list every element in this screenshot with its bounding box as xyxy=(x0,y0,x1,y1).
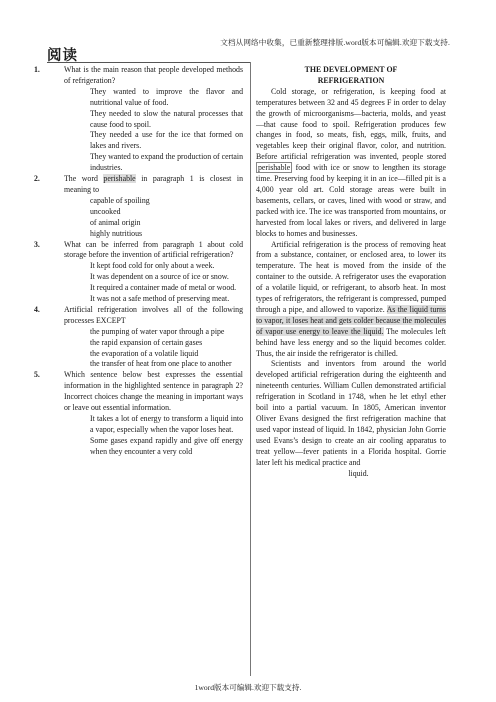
paragraph-end: liquid. xyxy=(348,468,369,478)
article-title-line2: REFRIGERATION xyxy=(317,75,385,85)
question-number: 5. xyxy=(34,370,40,380)
answer-option[interactable]: the rapid expansion of certain gases xyxy=(90,337,203,347)
question-text: Artificial refrigeration involves all of the following processes EXCEPT xyxy=(64,304,243,325)
answer-option[interactable]: They needed to slow the natural processes that cause food to spoil. xyxy=(90,108,243,129)
answer-option[interactable]: the transfer of heat from one place to another xyxy=(90,359,232,369)
question-2 xyxy=(34,174,243,196)
answer-option[interactable]: It takes a lot of energy to transform a liquid into a vapor, especially when the vapor loses heat. xyxy=(90,414,243,434)
question-number: 1. xyxy=(34,65,40,74)
answer-option[interactable]: They wanted to expand the production of certain industries. xyxy=(90,152,243,173)
question-number: 3. xyxy=(34,239,40,249)
question-3 xyxy=(34,240,243,262)
answer-option[interactable]: of animal origin xyxy=(90,217,141,227)
question-1 xyxy=(34,65,243,87)
question-4 xyxy=(34,305,243,327)
question-3-options xyxy=(34,261,243,305)
question-text: What is the main reason that people developed methods of refrigeration? xyxy=(64,65,243,85)
highlighted-sentence: As the liquid turns to vapor, it loses heat and gets colder because the molecules of vapor use energy to leave the liquid. xyxy=(256,304,446,336)
question-2-options xyxy=(34,196,243,240)
answer-option[interactable]: It kept food cold for only about a week. xyxy=(90,261,215,271)
questions-column xyxy=(34,65,243,458)
boxed-keyword: perishable xyxy=(258,163,291,173)
paragraph-2 xyxy=(256,240,446,360)
paragraph-3: Scientists and inventors from around the world developed artificial refrigeration during the eighteenth and nineteenth centuries. William Cullen demonstrated artificial refrigeration in Scotland in 1748, when he let ethyl ether boil into a partial vacuum. In 1805, American inventor Oliver Evans designed the first refrigeration machine that used vapor instead of liquid. In 1842, physician John Gorrie used Evans’s design to create an air cooling apparatus to treat yellow—fever patients in a Florida hospital. Gorrie later left his medical practice and xyxy=(256,359,446,467)
answer-option[interactable]: the pumping of water vapor through a pipe xyxy=(90,326,225,336)
answer-option[interactable]: highly nutritious xyxy=(90,228,143,238)
question-5 xyxy=(34,370,243,414)
answer-option[interactable]: They wanted to improve the flavor and nutritional value of food. xyxy=(90,86,243,107)
paragraph-text: Cold storage, or refrigeration, is keeping food at temperatures between 32 and 45 degrees F in order to delay the growth of microorganisms—bacteria, molds, and yeast—that cause food to spoil. Refrigeration produces few changes in food, so meats, fish, eggs, milk, fruits, and vegetables keep their original flavor, color, and nutrition. Before artificial refrigeration was invented, people stored xyxy=(256,86,446,162)
footer-note: 1word版本可编辑.欢迎下载支持. xyxy=(194,683,302,692)
question-5-options xyxy=(34,414,243,458)
paragraph-text: The molecules left behind have less energy and so the liquid becomes colder. Thus, the air inside the refrigerator is chilled. xyxy=(256,326,446,358)
question-text: in paragraph 1 is closest in meaning to xyxy=(64,174,243,194)
answer-option[interactable]: It was not a safe method of preserving meat. xyxy=(90,294,230,304)
question-4-options xyxy=(34,327,243,371)
title-rule xyxy=(47,62,250,63)
question-text: What can be inferred from paragraph 1 about cold storage before the invention of artificial refrigeration? xyxy=(64,239,243,260)
answer-option[interactable]: the evaporation of a volatile liquid xyxy=(90,348,199,358)
article-column xyxy=(256,65,446,479)
highlighted-keyword: perishable xyxy=(103,174,136,184)
paragraph-text: food with ice or snow to lengthen its storage time. Preserving food by keeping it in an ice—filled pit is a 4,000 year old art. Cold storage areas were built in basements, cellars, or caves, lined with wood or straw, and packed with ice. The ice was transported from mountains, or harvested from local lakes or rivers, and delivered in large blocks to homes and businesses. xyxy=(256,163,447,238)
question-number: 2. xyxy=(34,174,40,184)
section-title: 阅读 xyxy=(47,48,78,64)
answer-option[interactable]: It was dependent on a source of ice or snow. xyxy=(90,272,229,282)
answer-option[interactable]: It required a container made of metal or wood. xyxy=(90,283,237,293)
answer-option[interactable]: Some gases expand rapidly and give off energy when they encounter a very cold xyxy=(90,435,243,456)
question-number: 4. xyxy=(34,304,40,314)
column-divider xyxy=(250,62,251,676)
paragraph-1 xyxy=(256,87,446,240)
question-text: Which sentence below best expresses the essential information in the highlighted sentence in paragraph 2? Incorrect choices change the meaning in important ways or leave out essential information. xyxy=(64,370,243,413)
header-note: 文档从网络中收集，已重新整理排版.word版本可编辑.欢迎下载支持. xyxy=(220,38,450,47)
question-1-options xyxy=(34,87,243,174)
answer-option[interactable]: capable of spoiling xyxy=(90,195,150,205)
answer-option[interactable]: They needed a use for the ice that formed on lakes and rivers. xyxy=(90,130,243,151)
article-title: THE DEVELOPMENT OF xyxy=(304,65,398,74)
answer-option[interactable]: uncooked xyxy=(90,206,121,216)
question-text: The word xyxy=(64,174,98,184)
paragraph-text: Artificial refrigeration is the process of removing heat from a substance, container, or enclosed area, to lower its temperature. The heat is moved from the inside of the container to the outside. A refrigerator uses the evaporation of a volatile liquid, or refrigerant, to absorb heat. In most types of refrigerators, the refrigerant is compressed, pumped through a pipe, and allowed to vaporize. xyxy=(256,239,446,314)
